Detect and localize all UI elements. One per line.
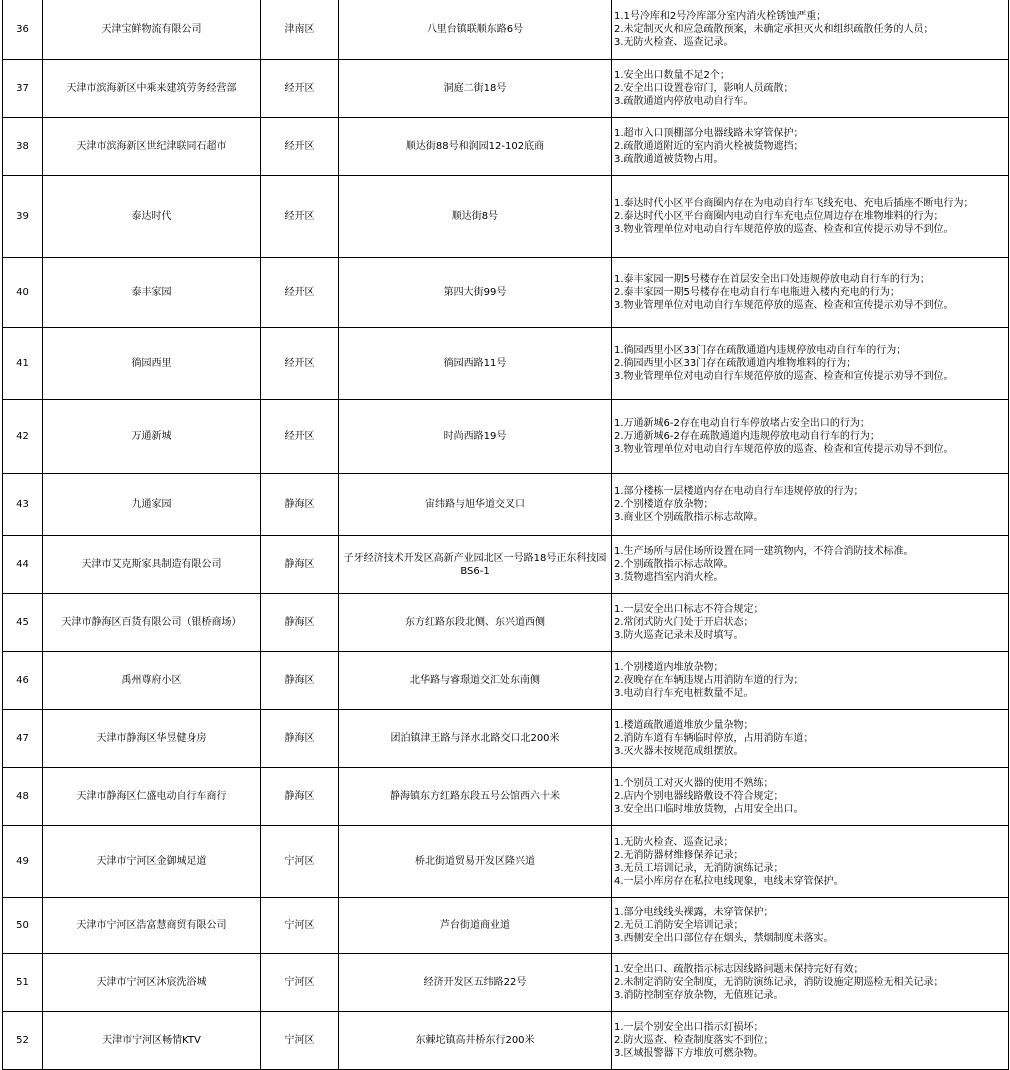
unit-name: 天津市宁河区金御城足道 <box>43 826 261 898</box>
unit-name: 天津市静海区仁盛电动自行车商行 <box>43 768 261 826</box>
table-row <box>3 594 1009 652</box>
issue-item: 1.超市入口顶棚部分电器线路未穿管保护； <box>614 128 804 139</box>
unit-name: 徜园西里 <box>43 328 261 400</box>
issues <box>612 954 1009 1012</box>
issue-item: 3.区域报警器下方堆放可燃杂物。 <box>614 1048 764 1059</box>
unit-name: 天津市艾克斯家具制造有限公司 <box>43 536 261 594</box>
issue-item: 1.安全出口数量不足2个； <box>614 70 730 81</box>
district: 静海区 <box>261 768 339 826</box>
issue-item: 2.店内个别电器线路敷设不符合规定； <box>614 791 784 802</box>
row-number: 36 <box>3 0 43 60</box>
table-body <box>3 0 1009 1070</box>
row-number: 40 <box>3 258 43 328</box>
table-row <box>3 176 1009 258</box>
issues <box>612 400 1009 474</box>
address: 东方红路东段北侧、东兴道西侧 <box>339 594 612 652</box>
issue-item: 2.泰丰家园一期5号楼存在电动自行车电瓶进入楼内充电的行为； <box>614 287 900 298</box>
unit-name: 天津宝鲜物流有限公司 <box>43 0 261 60</box>
unit-name: 万通新城 <box>43 400 261 474</box>
district: 静海区 <box>261 652 339 710</box>
table-row <box>3 954 1009 1012</box>
issue-item: 3.防火巡查记录未及时填写。 <box>614 630 744 641</box>
issue-item: 3.无防火检查、巡查记录。 <box>614 37 734 48</box>
unit-name: 天津市宁河区畅情KTV <box>43 1012 261 1070</box>
issues <box>612 118 1009 176</box>
issue-item: 3.疏散通道被货物占用。 <box>614 154 724 165</box>
row-number: 38 <box>3 118 43 176</box>
row-number: 46 <box>3 652 43 710</box>
address: 静海镇东方红路东段五号公馆西六十米 <box>339 768 612 826</box>
issues <box>612 710 1009 768</box>
district: 静海区 <box>261 474 339 536</box>
issue-item: 1.部分电线线头裸露，未穿管保护； <box>614 907 774 918</box>
issue-item: 2.疏散通道附近的室内消火栓被货物遮挡； <box>614 141 804 152</box>
table-row <box>3 1012 1009 1070</box>
issues <box>612 176 1009 258</box>
table-row <box>3 710 1009 768</box>
district: 静海区 <box>261 594 339 652</box>
table-row <box>3 258 1009 328</box>
row-number: 45 <box>3 594 43 652</box>
district: 静海区 <box>261 536 339 594</box>
issue-item: 3.物业管理单位对电动自行车规范停放的巡查、检查和宣传提示劝导不到位。 <box>614 371 954 382</box>
issue-item: 3.物业管理单位对电动自行车规范停放的巡查、检查和宣传提示劝导不到位。 <box>614 224 954 235</box>
table-row <box>3 826 1009 898</box>
issue-item: 1.部分楼栋一层楼道内存在电动自行车违规停放的行为； <box>614 486 864 497</box>
unit-name: 天津市静海区华昱健身房 <box>43 710 261 768</box>
issue-item: 2.未制定消防安全制度，无消防演练记录，消防设施定期巡检无相关记录； <box>614 977 944 988</box>
issue-item: 3.灭火器未按规范成组摆放。 <box>614 746 744 757</box>
district: 经开区 <box>261 60 339 118</box>
district: 经开区 <box>261 400 339 474</box>
issues <box>612 768 1009 826</box>
district: 经开区 <box>261 176 339 258</box>
issues <box>612 0 1009 60</box>
issue-item: 2.未定制灭火和应急疏散预案，未确定承担灭火和组织疏散任务的人员； <box>614 24 934 35</box>
address: 第四大街99号 <box>339 258 612 328</box>
issue-item: 3.消防控制室存放杂物，无值班记录。 <box>614 990 784 1001</box>
issue-item: 3.疏散通道内停放电动自行车。 <box>614 96 754 107</box>
unit-name: 天津市宁河区浩富慧商贸有限公司 <box>43 898 261 954</box>
issue-item: 3.商业区个别疏散指示标志故障。 <box>614 512 764 523</box>
district: 宁河区 <box>261 1012 339 1070</box>
issue-item: 1.个别员工对灭火器的使用不熟练； <box>614 778 774 789</box>
address: 北华路与睿璟道交汇处东南侧 <box>339 652 612 710</box>
issue-item: 3.货物遮挡室内消火栓。 <box>614 572 724 583</box>
row-number: 49 <box>3 826 43 898</box>
issue-item: 1.泰达时代小区平台商圈内存在为电动自行车飞线充电、充电后插座不断电行为； <box>614 198 974 209</box>
row-number: 50 <box>3 898 43 954</box>
issue-item: 1.一层安全出口标志不符合规定； <box>614 604 764 615</box>
address: 时尚西路19号 <box>339 400 612 474</box>
address: 桥北街道贸易开发区隆兴道 <box>339 826 612 898</box>
unit-name: 禹州尊府小区 <box>43 652 261 710</box>
issue-item: 3.无员工培训记录，无消防演练记录； <box>614 862 784 874</box>
address: 子牙经济技术开发区高新产业园北区一号路18号正东科技园BS6-1 <box>339 536 612 594</box>
issues <box>612 258 1009 328</box>
table-row <box>3 60 1009 118</box>
district: 经开区 <box>261 328 339 400</box>
issues <box>612 826 1009 898</box>
issue-item: 2.无员工消防安全培训记录； <box>614 920 744 931</box>
row-number: 39 <box>3 176 43 258</box>
issue-item: 2.夜晚存在车辆违规占用消防车道的行为； <box>614 675 804 686</box>
district: 经开区 <box>261 258 339 328</box>
issue-item: 2.防火巡查、检查制度落实不到位； <box>614 1035 774 1046</box>
unit-name: 九通家园 <box>43 474 261 536</box>
table-row <box>3 328 1009 400</box>
table-row <box>3 474 1009 536</box>
district: 经开区 <box>261 118 339 176</box>
issues <box>612 536 1009 594</box>
issue-item: 2.消防车道有车辆临时停放，占用消防车道； <box>614 733 814 744</box>
issue-item: 1.泰丰家园一期5号楼存在首层安全出口处违规停放电动自行车的行为； <box>614 274 930 285</box>
issue-item: 1.徜园西里小区33门存在疏散通道内违规停放电动自行车的行为； <box>614 345 907 356</box>
issues <box>612 594 1009 652</box>
issue-item: 2.个别楼道存放杂物； <box>614 499 714 510</box>
address: 宙纬路与旭华道交叉口 <box>339 474 612 536</box>
address: 八里台镇联顺东路6号 <box>339 0 612 60</box>
issues <box>612 60 1009 118</box>
address: 芦台街道商业道 <box>339 898 612 954</box>
issue-item: 3.西侧安全出口部位存在烟头，禁烟制度未落实。 <box>614 933 834 944</box>
address: 顺达街88号和润园12-102底商 <box>339 118 612 176</box>
table-row <box>3 652 1009 710</box>
issue-item: 2.无消防器材维修保养记录； <box>614 849 744 861</box>
issue-item: 1.无防火检查、巡查记录； <box>614 836 734 848</box>
issue-item: 3.安全出口临时堆放货物，占用安全出口。 <box>614 804 804 815</box>
issues <box>612 1012 1009 1070</box>
issue-item: 1.万通新城6-2存在电动自行车停放堵占安全出口的行为； <box>614 418 870 429</box>
district: 宁河区 <box>261 898 339 954</box>
address: 团泊镇津王路与泽水北路交口北200米 <box>339 710 612 768</box>
issues <box>612 652 1009 710</box>
issue-item: 4.一层小库房存在私拉电线现象，电线未穿管保护。 <box>614 875 844 887</box>
row-number: 42 <box>3 400 43 474</box>
issue-item: 2.常闭式防火门处于开启状态； <box>614 617 754 628</box>
issues <box>612 328 1009 400</box>
issue-item: 2.万通新城6-2存在疏散通道内违规停放电动自行车的行为； <box>614 431 880 442</box>
row-number: 47 <box>3 710 43 768</box>
district: 宁河区 <box>261 954 339 1012</box>
issues <box>612 474 1009 536</box>
row-number: 51 <box>3 954 43 1012</box>
inspection-table <box>2 0 1009 1070</box>
issue-item: 2.泰达时代小区平台商圈内电动自行车充电点位周边存在堆物堆料的行为； <box>614 211 944 222</box>
row-number: 37 <box>3 60 43 118</box>
unit-name: 天津市滨海新区中乘来建筑劳务经营部 <box>43 60 261 118</box>
unit-name: 泰达时代 <box>43 176 261 258</box>
district: 津南区 <box>261 0 339 60</box>
issue-item: 1.个别楼道内堆放杂物； <box>614 662 724 673</box>
issue-item: 1.楼道疏散通道堆放少量杂物； <box>614 720 754 731</box>
issue-item: 1.1号冷库和2号冷库部分室内消火栓锈蚀严重； <box>614 11 827 22</box>
unit-name: 泰丰家园 <box>43 258 261 328</box>
unit-name: 天津市宁河区沐宸洗浴城 <box>43 954 261 1012</box>
issue-item: 3.物业管理单位对电动自行车规范停放的巡查、检查和宣传提示劝导不到位。 <box>614 444 954 455</box>
address: 经济开发区五纬路22号 <box>339 954 612 1012</box>
row-number: 43 <box>3 474 43 536</box>
table-row <box>3 768 1009 826</box>
address: 东棘坨镇高井桥东行200米 <box>339 1012 612 1070</box>
issues <box>612 898 1009 954</box>
table-row <box>3 536 1009 594</box>
issue-item: 2.个别疏散指示标志故障。 <box>614 559 734 570</box>
table-row <box>3 118 1009 176</box>
address: 徜园西路11号 <box>339 328 612 400</box>
address: 洞庭二街18号 <box>339 60 612 118</box>
row-number: 44 <box>3 536 43 594</box>
district: 宁河区 <box>261 826 339 898</box>
row-number: 52 <box>3 1012 43 1070</box>
unit-name: 天津市静海区百货有限公司（银桥商场） <box>43 594 261 652</box>
row-number: 41 <box>3 328 43 400</box>
address: 顺达街8号 <box>339 176 612 258</box>
issue-item: 1.一层个别安全出口指示灯损坏； <box>614 1022 764 1033</box>
district: 静海区 <box>261 710 339 768</box>
issue-item: 3.物业管理单位对电动自行车规范停放的巡查、检查和宣传提示劝导不到位。 <box>614 300 954 311</box>
unit-name: 天津市滨海新区世纪津联同石超市 <box>43 118 261 176</box>
issue-item: 1.安全出口、疏散指示标志因线路问题未保持完好有效； <box>614 964 864 975</box>
issue-item: 3.电动自行车充电桩数量不足。 <box>614 688 754 699</box>
issue-item: 2.安全出口设置卷帘门，影响人员疏散； <box>614 83 794 94</box>
row-number: 48 <box>3 768 43 826</box>
table-row <box>3 0 1009 60</box>
table-row <box>3 400 1009 474</box>
issue-item: 2.徜园西里小区33门存在疏散通道内堆物堆料的行为； <box>614 358 857 369</box>
issue-item: 1.生产场所与居住场所设置在同一建筑物内，不符合消防技术标准。 <box>614 546 914 557</box>
table-row <box>3 898 1009 954</box>
